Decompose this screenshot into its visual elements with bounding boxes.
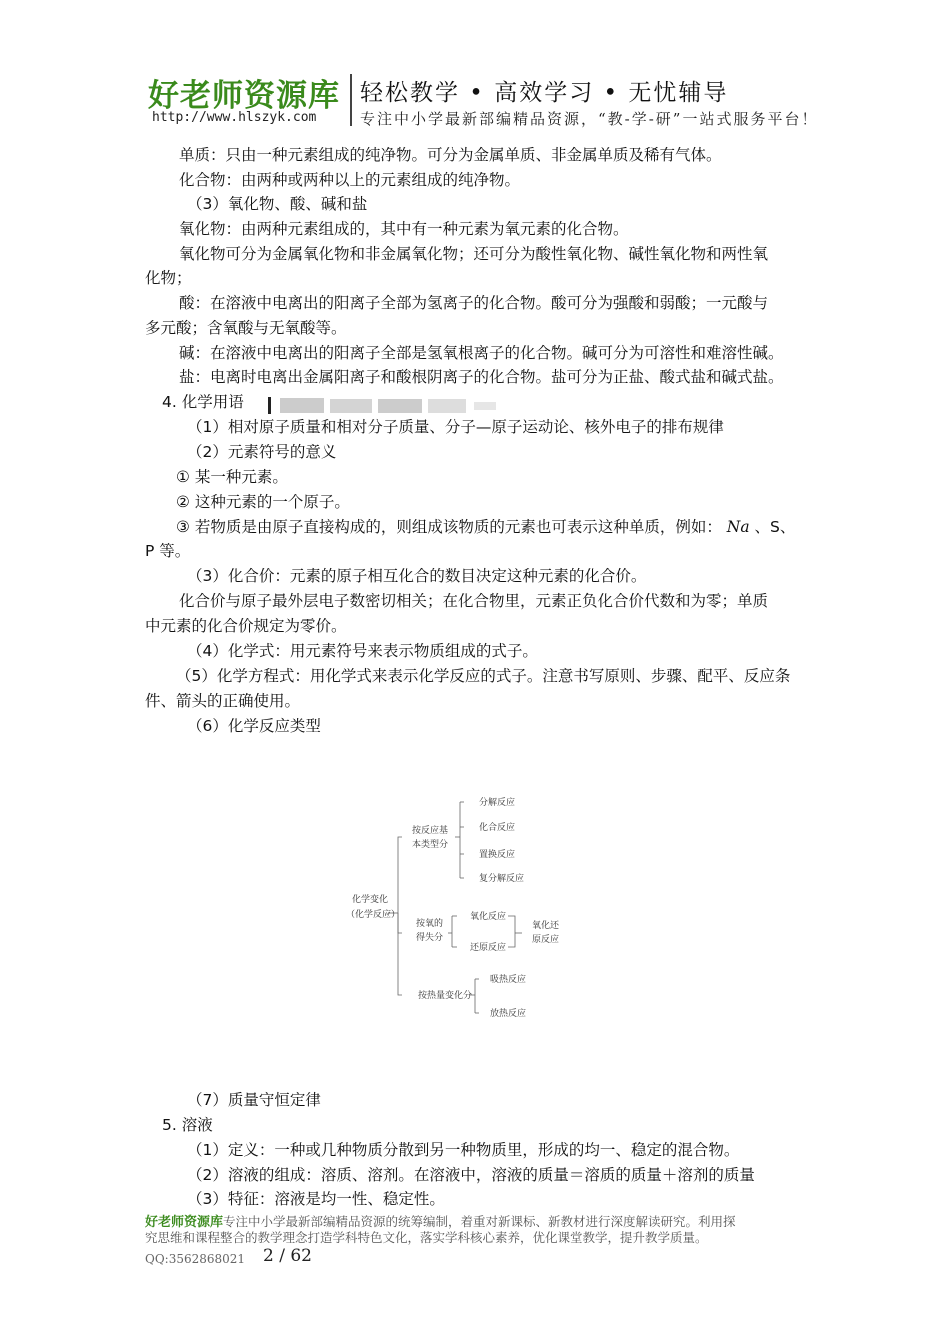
root-label: （化学反应）: [346, 910, 401, 920]
text-line: （4）化学式：用元素符号来表示物质组成的式子。: [187, 642, 538, 660]
footer-qq: QQ:3562868021: [145, 1252, 246, 1266]
page-header: [148, 70, 908, 132]
leaf-label: 复分解反应: [479, 874, 525, 884]
leaf-label: 吸热反应: [490, 975, 527, 985]
text-line: （3）化合价：元素的原子相互化合的数目决定这种元素的化合价。: [187, 567, 647, 585]
leaf-label: 氧化反应: [470, 912, 507, 922]
text-line: （1）定义：一种或几种物质分散到另一种物质里，形成的均一、稳定的混合物。: [187, 1141, 740, 1159]
element-symbol: Na: [726, 518, 750, 536]
text-line: （6）化学反应类型: [187, 717, 321, 735]
leaf-label: 还原反应: [470, 943, 507, 953]
footer-brand: 好老师资源库: [145, 1215, 224, 1230]
text-line: [176, 517, 795, 537]
text-line: （5）化学方程式：用化学式来表示化学反应的式子。注意书写原则、步骤、配平、反应条: [176, 667, 791, 685]
text-span: ③ 若物质是由原子直接构成的，则组成该物质的元素也可表示这种单质，例如：: [176, 518, 722, 536]
text-line: 化物；: [145, 269, 192, 287]
text-line: 件、箭头的正确使用。: [145, 692, 301, 710]
branch-label: 按氧的: [416, 919, 444, 929]
header-divider: [350, 74, 352, 126]
branch-label: 本类型分: [412, 840, 449, 850]
text-line: （1）相对原子质量和相对分子质量、分子—原子运动论、核外电子的排布规律: [187, 418, 724, 436]
text-line: 化合物：由两种或两种以上的元素组成的纯净物。: [179, 171, 521, 189]
text-line: 氧化物可分为金属氧化物和非金属氧化物；还可分为酸性氧化物、碱性氧化物和两性氧: [179, 245, 769, 263]
text-line: （3）特征：溶液是均一性、稳定性。: [187, 1190, 445, 1208]
text-line: 氧化物：由两种元素组成的，其中有一种元素为氧元素的化合物。: [179, 220, 629, 238]
section-heading: 5. 溶液: [162, 1116, 213, 1134]
branch-label: 按热量变化分: [418, 991, 473, 1001]
text-line: （3）氧化物、酸、碱和盐: [187, 195, 368, 213]
reaction-type-diagram: [340, 785, 590, 1030]
text-line: 中元素的化合价规定为零价。: [145, 617, 347, 635]
root-label: 化学变化: [352, 895, 389, 905]
text-line: ① 某一种元素。: [176, 468, 288, 486]
section-heading: 4. 化学用语: [162, 393, 244, 411]
page-number: 2 / 62: [263, 1246, 312, 1266]
text-line: 化合价与原子最外层电子数密切相关；在化合物里，元素正负化合价代数和为零；单质: [179, 592, 769, 610]
text-line: 多元酸；含氧酸与无氧酸等。: [145, 319, 347, 337]
leaf-label: 分解反应: [479, 798, 516, 808]
text-line: 碱：在溶液中电离出的阳离子全部是氢氧根离子的化合物。碱可分为可溶性和难溶性碱。: [179, 344, 784, 362]
text-line: （2）溶液的组成：溶质、溶剂。在溶液中，溶液的质量＝溶质的质量＋溶剂的质量: [187, 1166, 755, 1184]
scan-artifact: [268, 395, 548, 417]
leaf-label: 原反应: [532, 935, 560, 945]
text-line: （7）质量守恒定律: [187, 1091, 321, 1109]
text-span: 、S、: [754, 518, 796, 536]
header-slogan: 轻松教学 • 高效学习 • 无忧辅导: [360, 80, 729, 106]
text-line: P 等。: [145, 542, 191, 560]
header-tagline: 专注中小学最新部编精品资源，“教-学-研”一站式服务平台！: [360, 110, 819, 128]
text-line: 酸：在溶液中电离出的阳离子全部为氢离子的化合物。酸可分为强酸和弱酸；一元酸与: [179, 294, 769, 312]
branch-label: 按反应基: [412, 826, 449, 836]
text-line: ② 这种元素的一个原子。: [176, 493, 350, 511]
leaf-label: 放热反应: [490, 1009, 527, 1019]
text-line: 盐：电离时电离出金属阳离子和酸根阴离子的化合物。盐可分为正盐、酸式盐和碱式盐。: [179, 368, 784, 386]
leaf-label: 置换反应: [479, 850, 516, 860]
text-line: 单质：只由一种元素组成的纯净物。可分为金属单质、非金属单质及稀有气体。: [179, 146, 722, 164]
page-footer: [145, 1214, 815, 1245]
footer-line-2: 究思维和课程整合的教学理念打造学科特色文化，落实学科核心素养，优化课堂教学，提升教学质量。: [145, 1230, 708, 1245]
leaf-label: 氧化还: [532, 921, 560, 931]
branch-label: 得失分: [416, 933, 444, 943]
footer-text: 专注中小学最新部编精品资源的统筹编制，着重对新课标、新教材进行深度解读研究。利用探: [223, 1214, 736, 1229]
brand-logo-text: 好老师资源库: [148, 78, 340, 114]
leaf-label: 化合反应: [479, 823, 516, 833]
footer-line-1: [145, 1214, 815, 1230]
header-url[interactable]: http://www.hlszyk.com: [152, 110, 317, 125]
text-line: （2）元素符号的意义: [187, 443, 337, 461]
